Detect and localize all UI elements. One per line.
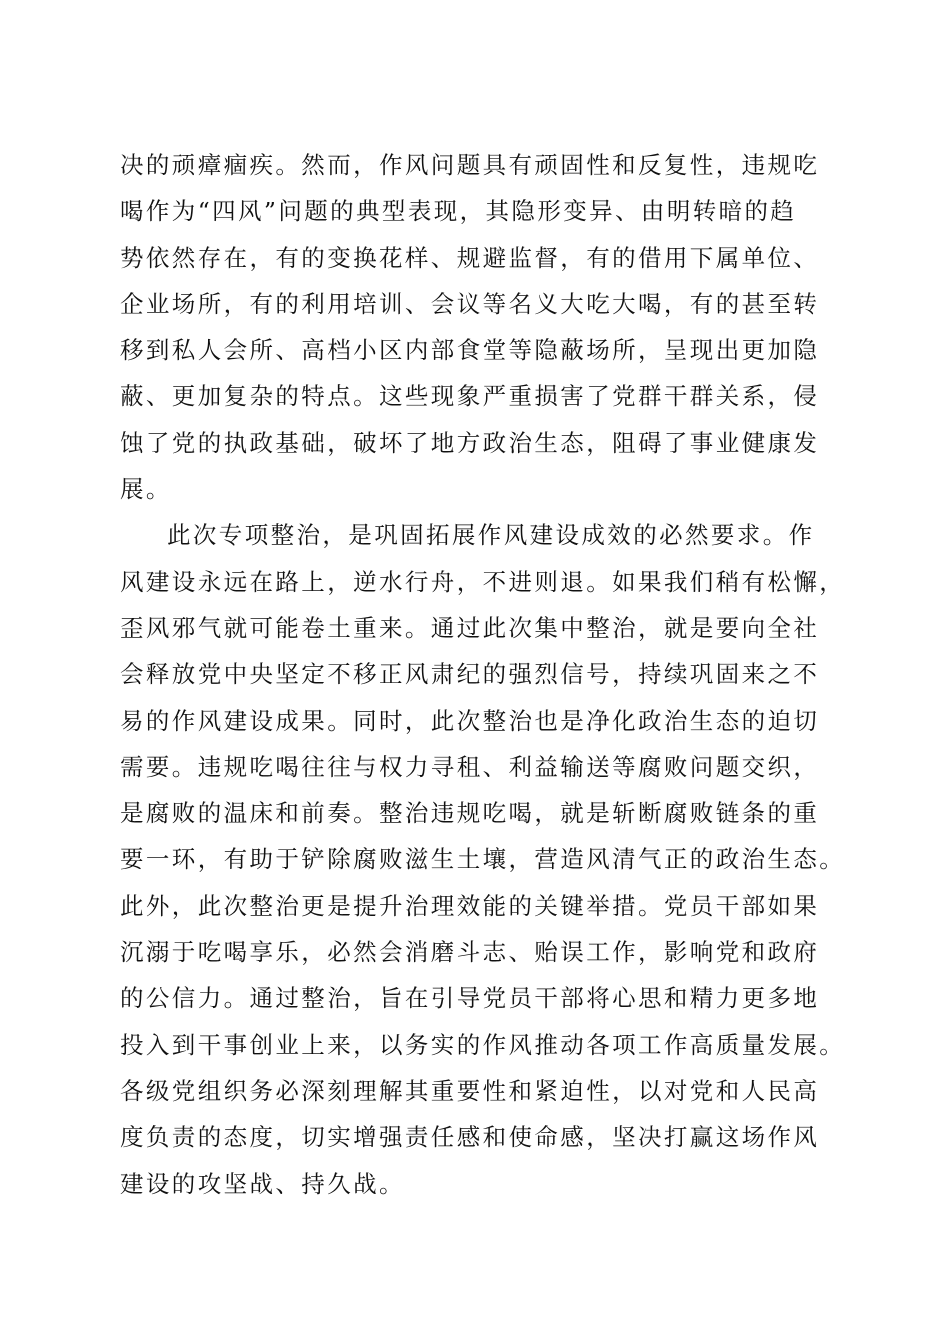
text-line: 需要。违规吃喝往往与权力寻租、利益输送等腐败问题交织， [120, 752, 820, 781]
text-line: 喝作为“四风”问题的典型表现，其隐形变异、由明转暗的趋 [120, 197, 797, 226]
text-line: 的公信力。通过整治，旨在引导党员干部将心思和精力更多地 [120, 984, 820, 1013]
paragraph-2 [120, 512, 846, 1206]
text-line: 展。 [120, 475, 172, 504]
text-line: 决的顽瘴痼疾。然而，作风问题具有顽固性和反复性，违规吃 [120, 151, 820, 179]
text-line: 蚀了党的执政基础，破坏了地方政治生态，阻碍了事业健康发 [120, 428, 820, 457]
text-line: 会释放党中央坚定不移正风肃纪的强烈信号，持续巩固来之不 [120, 660, 820, 689]
document-body [120, 142, 846, 1207]
text-line: 此外，此次整治更是提升治理效能的关键举措。党员干部如果 [120, 891, 820, 920]
text-line: 要一环，有助于铲除腐败滋生土壤，营造风清气正的政治生态。 [120, 845, 846, 874]
text-line: 度负责的态度，切实增强责任感和使命感，坚决打赢这场作风 [120, 1123, 820, 1152]
text-line: 企业场所，有的利用培训、会议等名义大吃大喝，有的甚至转 [120, 289, 820, 318]
text-line: 势依然存在，有的变换花样、规避监督，有的借用下属单位、 [120, 243, 820, 272]
text-line: 歪风邪气就可能卷土重来。通过此次集中整治，就是要向全社 [120, 613, 820, 642]
text-line: 此次专项整治，是巩固拓展作风建设成效的必然要求。作 [167, 521, 815, 550]
text-line: 建设的攻坚战、持久战。 [120, 1169, 405, 1198]
text-line: 蔽、更加复杂的特点。这些现象严重损害了党群干群关系，侵 [120, 382, 820, 411]
text-line: 风建设永远在路上，逆水行舟，不进则退。如果我们稍有松懈， [120, 567, 846, 596]
text-line: 易的作风建设成果。同时，此次整治也是净化政治生态的迫切 [120, 706, 820, 735]
text-line: 移到私人会所、高档小区内部食堂等隐蔽场所，呈现出更加隐 [120, 336, 820, 365]
text-line: 是腐败的温床和前奏。整治违规吃喝，就是斩断腐败链条的重 [120, 799, 820, 828]
text-line: 各级党组织务必深刻理解其重要性和紧迫性，以对党和人民高 [120, 1076, 820, 1105]
text-line: 沉溺于吃喝享乐，必然会消磨斗志、贻误工作，影响党和政府 [120, 938, 820, 967]
paragraph-1 [120, 142, 840, 512]
text-line: 投入到干事创业上来，以务实的作风推动各项工作高质量发展。 [120, 1030, 846, 1059]
